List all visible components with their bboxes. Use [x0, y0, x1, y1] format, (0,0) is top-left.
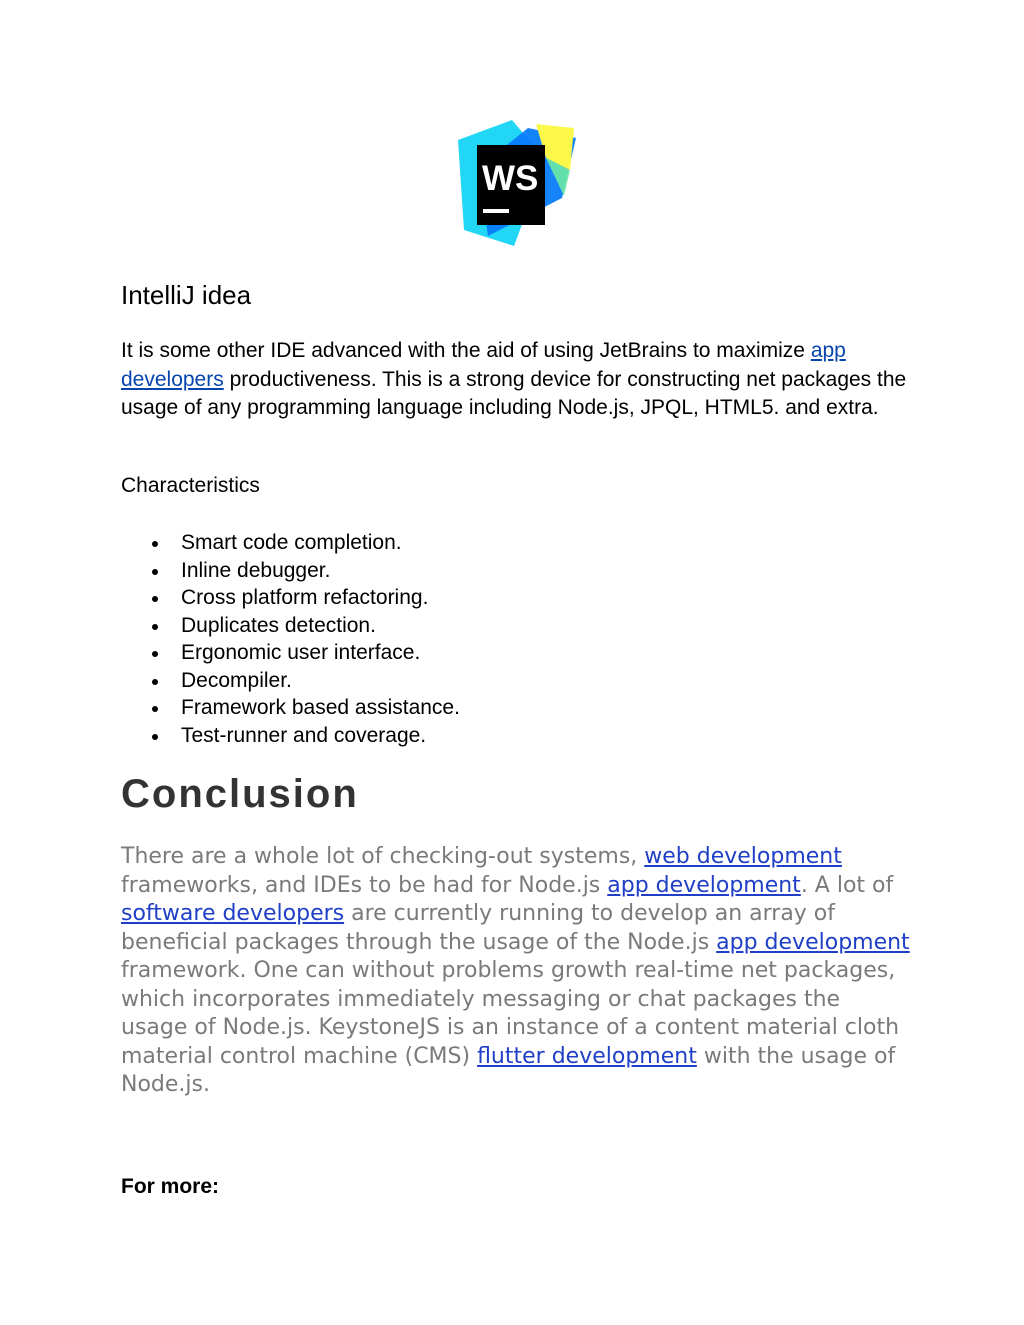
feature-label: Decompiler.: [181, 668, 292, 692]
logo-underline: [483, 209, 509, 213]
list-item: [121, 722, 460, 750]
conclusion-text: framework. One can without problems growth real-time net packages, which incorporates immediately messaging or chat packages the usage of Node.js. KeystoneJS is an instance of a content material cloth material control machine (CMS): [121, 958, 900, 1069]
bullet-icon: [152, 541, 158, 547]
software-developers-link[interactable]: software developers: [121, 901, 345, 926]
for-more-label: For more:: [121, 1175, 220, 1198]
intellij-intro-paragraph: [121, 337, 911, 423]
list-item: [121, 667, 460, 695]
bullet-icon: [152, 596, 158, 602]
bullet-icon: [152, 569, 158, 575]
feature-label: Inline debugger.: [181, 558, 331, 582]
webstorm-logo-icon: [450, 118, 580, 248]
bullet-icon: [152, 706, 158, 712]
list-item: [121, 557, 460, 585]
section-heading-intellij: IntelliJ idea: [121, 280, 252, 310]
app-developers-link[interactable]: app developers: [121, 339, 846, 391]
feature-label: Duplicates detection.: [181, 613, 376, 637]
intro-text-before: It is some other IDE advanced with the aid of using JetBrains to maximize: [121, 339, 811, 362]
flutter-development-link[interactable]: flutter development: [477, 1043, 697, 1069]
conclusion-text: with the usage of Node.js.: [121, 1043, 896, 1097]
list-item: [121, 529, 460, 557]
conclusion-text: . A lot of: [800, 872, 894, 898]
conclusion-text: frameworks, and IDEs to be had for Node.js: [121, 872, 608, 898]
bullet-icon: [152, 651, 158, 657]
feature-label: Cross platform refactoring.: [181, 586, 429, 609]
web-development-link[interactable]: web development: [644, 844, 842, 869]
app-development-link[interactable]: app development: [607, 872, 801, 898]
bullet-icon: [152, 624, 158, 630]
conclusion-paragraph: [121, 843, 911, 1100]
list-item: [121, 639, 460, 667]
feature-label: Framework based assistance.: [181, 696, 460, 719]
characteristics-label: Characteristics: [121, 474, 260, 497]
intro-text-after: productiveness. This is a strong device for constructing net packages the usage of any programming language including Node.js, JPQL, HTML5. and extra.: [121, 367, 907, 419]
conclusion-text: There are a whole lot of checking-out systems,: [121, 844, 645, 869]
logo-text: WS: [482, 159, 539, 198]
app-development-link-2[interactable]: app development: [716, 929, 910, 955]
feature-label: Ergonomic user interface.: [181, 641, 421, 664]
list-item: [121, 694, 460, 722]
conclusion-heading: Conclusion: [121, 772, 359, 816]
features-list: [121, 529, 460, 749]
bullet-icon: [152, 734, 158, 740]
list-item: [121, 612, 460, 640]
feature-label: Smart code completion.: [181, 531, 402, 554]
list-item: [121, 584, 460, 612]
bullet-icon: [152, 679, 158, 685]
conclusion-text: are currently running to develop an array of beneficial packages through the usage of the Node.js: [121, 901, 836, 955]
feature-label: Test-runner and coverage.: [181, 723, 427, 747]
